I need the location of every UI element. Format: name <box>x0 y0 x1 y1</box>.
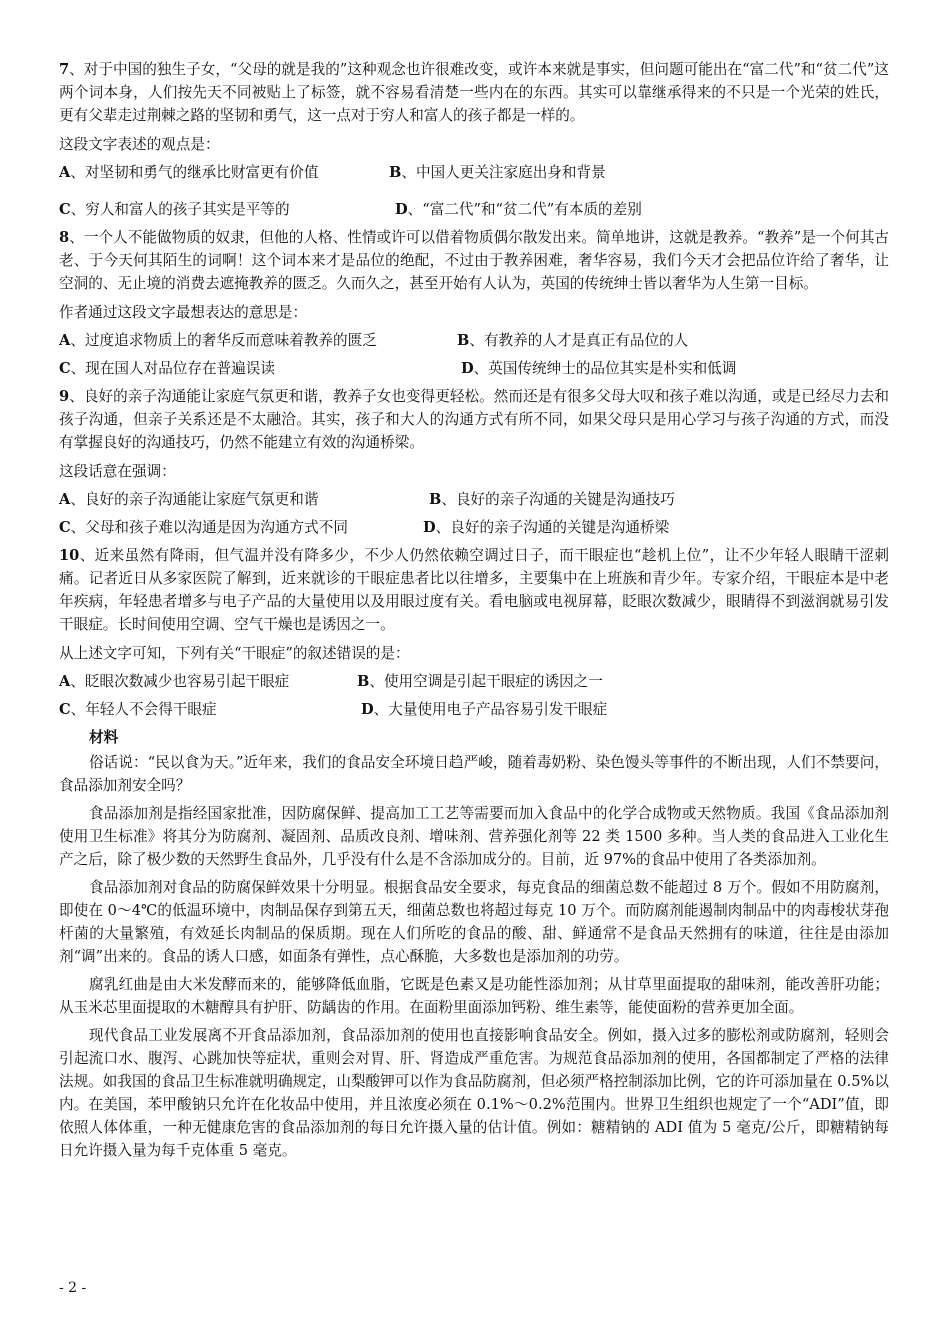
material-paragraph: 腐乳红曲是由大米发酵而来的，能够降低血脂，它既是色素又是功能性添加剂；从甘草里面提取的甜味剂，能改善肝功能；从玉米芯里面提取的木糖醇具有护肝、防龋齿的作用。在面粉里面添加钙粉、维生素等，能使面粉的营养更加全面。 <box>59 976 889 1016</box>
question-7 <box>59 58 889 221</box>
question-number: 9 <box>59 388 70 405</box>
option-b: B、使用空调是引起干眼症的诱因之一 <box>357 673 603 690</box>
option-row <box>59 198 889 221</box>
option-row <box>59 516 889 539</box>
question-number: 7 <box>59 61 70 78</box>
material-paragraph: 俗话说：“民以食为天。”近年来，我们的食品安全环境日趋严峻，随着毒奶粉、染色馒头等事件的不断出现，人们不禁要问，食品添加剂安全吗？ <box>59 754 889 794</box>
option-a: A、良好的亲子沟通能让家庭气氛更和谐 <box>59 491 319 508</box>
option-d: D、大量使用电子产品容易引发干眼症 <box>361 701 608 718</box>
question-10 <box>59 544 889 721</box>
option-c: C、年轻人不会得干眼症 <box>59 701 217 718</box>
option-row <box>59 161 889 184</box>
question-9 <box>59 385 889 539</box>
option-row <box>59 670 889 693</box>
option-d: D、英国传统绅士的品位其实是朴实和低调 <box>461 360 737 377</box>
option-row <box>59 698 889 721</box>
option-a: A、对坚韧和勇气的继承比财富更有价值 <box>59 164 319 181</box>
question-stem: 10、近来虽然有降雨，但气温并没有降多少，不少人仍然依赖空调过日子，而干眼症也“趁机上位”，让不少年轻人眼睛干涩刺痛。记者近日从多家医院了解到，近来就诊的干眼症患者比以往增多，主要集中在上班族和青少年。专家介绍，干眼症本是中老年疾病，年轻患者增多与电子产品的大量使用以及用眼过度有关。看电脑或电视屏幕，眨眼次数减少，眼睛得不到滋润就易引发干眼症。长时间使用空调、空气干燥也是诱因之一。 <box>59 547 889 633</box>
option-c: C、父母和孩子难以沟通是因为沟通方式不同 <box>59 519 348 536</box>
option-d: D、“富二代”和“贫二代”有本质的差别 <box>395 201 642 218</box>
option-b: B、有教养的人才是真正有品位的人 <box>457 332 689 349</box>
material-paragraph: 现代食品工业发展离不开食品添加剂，食品添加剂的使用也直接影响食品安全。例如，摄入过多的膨松剂或防腐剂，轻则会引起流口水、腹泻、心跳加快等症状，重则会对胃、肝、肾造成严重危害。为规范食品添加剂的使用，各国都制定了严格的法律法规。如我国的食品卫生标准就明确规定，山梨酸钾可以作为食品防腐剂，但必须严格控制添加比例，它的许可添加量在 0.5%以内。在美国，苯甲酸钠只允许在化妆品中使用，并且浓度必须在 0.1%～0.2%范围内。世界卫生组织也规定了一个“ADI”值，即依照人体体重，一种无健康危害的食品添加剂的每日允许摄入量的估计值。例如：糖精钠的 ADI 值为 5 毫克/公斤，即糖精钠每日允许摄入量为每千克体重 5 毫克。 <box>59 1027 889 1159</box>
material-heading: 材料 <box>89 729 119 746</box>
option-a: A、过度追求物质上的奢华反而意味着教养的匮乏 <box>59 332 377 349</box>
question-stem: 8、一个人不能做物质的奴隶，但他的人格、性情或许可以借着物质偶尔散发出来。简单地讲，这就是教养。“教养”是一个何其古老、于今天何其陌生的词啊！这个词本来才是品位的绝配，不过由于教养困难，奢华容易，我们今天才会把品位许给了奢华，让空洞的、无止境的消费去遮掩教养的匮乏。久而久之，甚至开始有人认为，英国的传统绅士皆以奢华为人生第一目标。 <box>59 229 889 292</box>
material-section <box>59 726 889 1162</box>
option-a: A、眨眼次数减少也容易引起干眼症 <box>59 673 290 690</box>
option-row <box>59 329 889 352</box>
question-prompt: 这段话意在强调： <box>59 463 176 480</box>
option-d: D、良好的亲子沟通的关键是沟通桥梁 <box>423 519 670 536</box>
question-stem: 9、良好的亲子沟通能让家庭气氛更和谐，教养子女也变得更轻松。然而还是有很多父母大叹和孩子难以沟通，或是已经尽力去和孩子沟通，但亲子关系还是不太融洽。其实，孩子和大人的沟通方式有所不同，如果父母只是用心学习与孩子沟通的方式，而没有掌握良好的沟通技巧，仍然不能建立有效的沟通桥梁。 <box>59 388 889 451</box>
page-number: - 2 - <box>59 1280 87 1296</box>
question-stem: 7、对于中国的独生子女，“父母的就是我的”这种观念也许很难改变，或许本来就是事实，但问题可能出在“富二代”和“贫二代”这两个词本身，人们按先天不同被贴上了标签，就不容易看清楚一些内在的东西。其实可以靠继承得来的不只是一个光荣的姓氏，更有父辈走过荆棘之路的坚韧和勇气，这一点对于穷人和富人的孩子都是一样的。 <box>59 61 889 124</box>
question-number: 10 <box>59 547 80 564</box>
document-page <box>59 58 889 1167</box>
material-paragraph: 食品添加剂对食品的防腐保鲜效果十分明显。根据食品安全要求，每克食品的细菌总数不能超过 8 万个。假如不用防腐剂，即使在 0～4℃的低温环境中，肉制品保存到第五天，细菌总数也将超过每克 10 万个。而防腐剂能遏制肉制品中的肉毒梭状芽孢杆菌的大量繁殖，有效延长肉制品的保质期。现在人们所吃的食品的酸、甜、鲜通常不是食品天然拥有的味道，往往是由添加剂“调”出来的。食品的诱人口感，如面条有弹性，点心酥脆，大多数也是添加剂的功劳。 <box>59 879 889 965</box>
question-prompt: 作者通过这段文字最想表达的意思是： <box>59 304 308 321</box>
question-prompt: 这段文字表述的观点是： <box>59 136 220 153</box>
option-c: C、穷人和富人的孩子其实是平等的 <box>59 201 290 218</box>
option-b: B、中国人更关注家庭出身和背景 <box>389 164 606 181</box>
question-prompt: 从上述文字可知，下列有关“干眼症”的叙述错误的是： <box>59 645 410 662</box>
option-row <box>59 357 889 380</box>
option-c: C、现在国人对品位存在普遍误读 <box>59 360 275 377</box>
option-row <box>59 488 889 511</box>
material-paragraph: 食品添加剂是指经国家批准，因防腐保鲜、提高加工工艺等需要而加入食品中的化学合成物或天然物质。我国《食品添加剂使用卫生标准》将其分为防腐剂、凝固剂、品质改良剂、增味剂、营养强化剂等 22 类 1500 多种。当人类的食品进入工业化生产之后，除了极少数的天然野生食品外，几乎没有什么是不含添加成分的。目前，近 97%的食品中使用了各类添加剂。 <box>59 805 889 868</box>
question-number: 8 <box>59 229 70 246</box>
question-8 <box>59 226 889 380</box>
option-b: B、良好的亲子沟通的关键是沟通技巧 <box>429 491 675 508</box>
